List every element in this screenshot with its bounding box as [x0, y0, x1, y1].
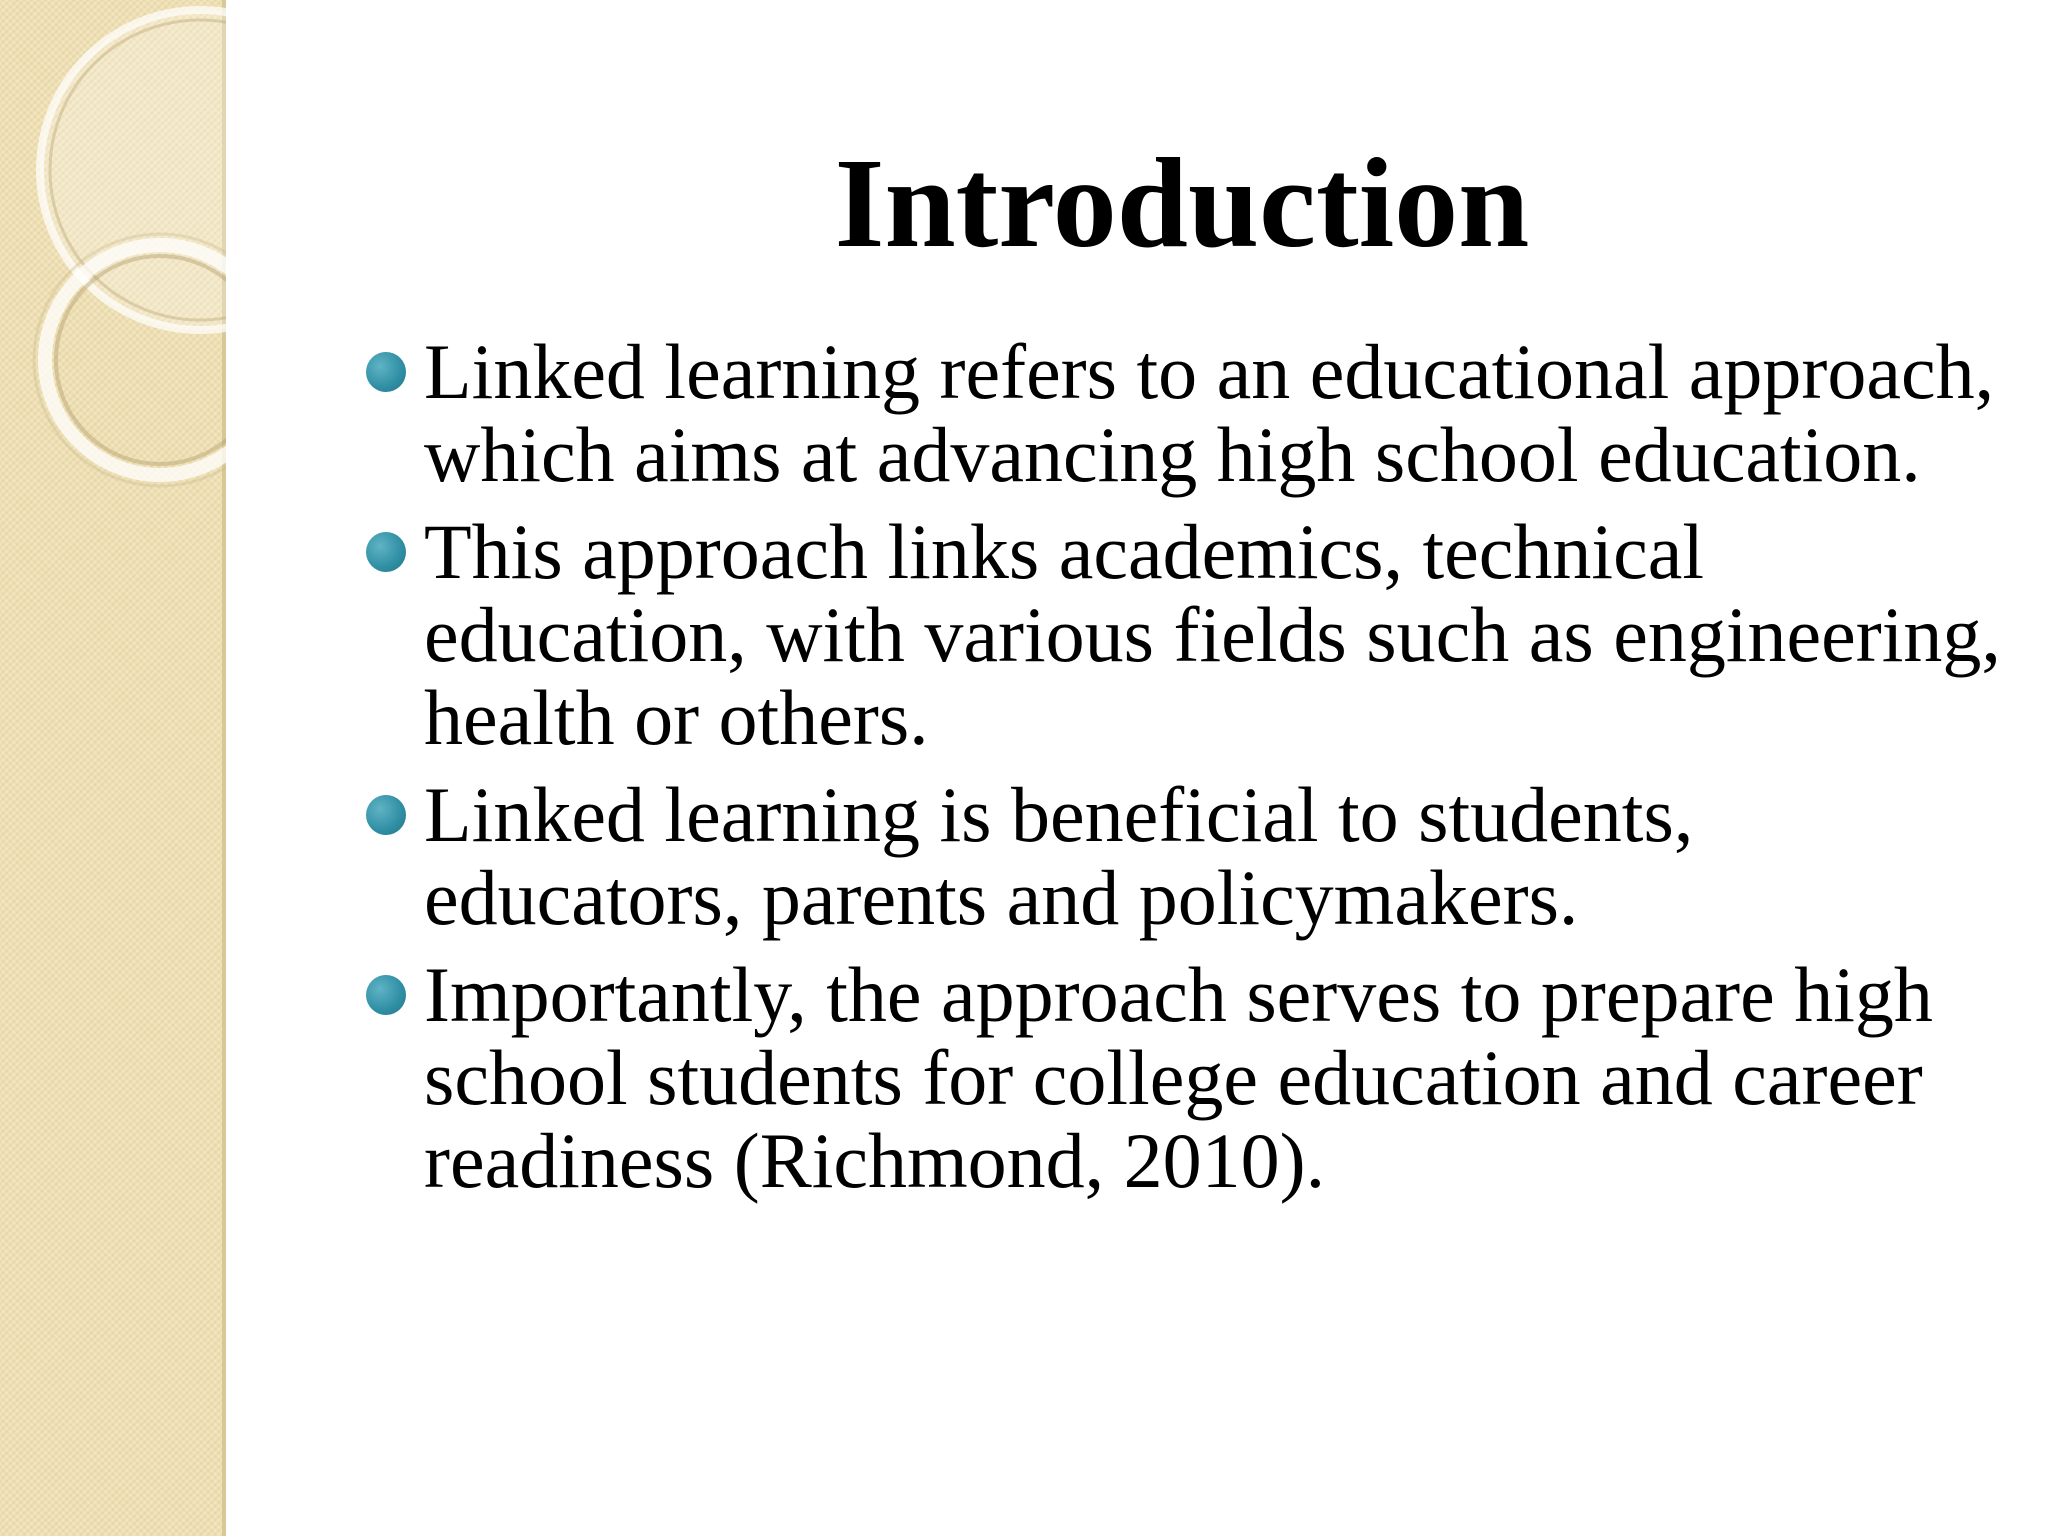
bullet-text: Importantly, the approach serves to prepare high school students for college education and career readiness (Richmond, 2010). [424, 951, 1933, 1204]
bullet-text: Linked learning is beneficial to students, educators, parents and policymakers. [424, 771, 1694, 941]
bullet-item [356, 510, 2016, 759]
round-bullet-icon [366, 975, 406, 1015]
round-bullet-icon [366, 795, 406, 835]
bullet-list [356, 330, 2016, 1216]
bullet-item [356, 330, 2016, 496]
round-bullet-icon [366, 532, 406, 572]
slide-title: Introduction [834, 132, 1530, 274]
bullet-text: Linked learning refers to an educational approach, which aims at advancing high school education. [424, 328, 1995, 498]
bullet-text: This approach links academics, technical education, with various fields such as engineering, health or others. [424, 508, 2001, 761]
bullet-item [356, 953, 2016, 1202]
ring-decoration-icon [0, 0, 226, 520]
side-band [0, 0, 226, 1536]
round-bullet-icon [366, 352, 406, 392]
bullet-item [356, 773, 2016, 939]
